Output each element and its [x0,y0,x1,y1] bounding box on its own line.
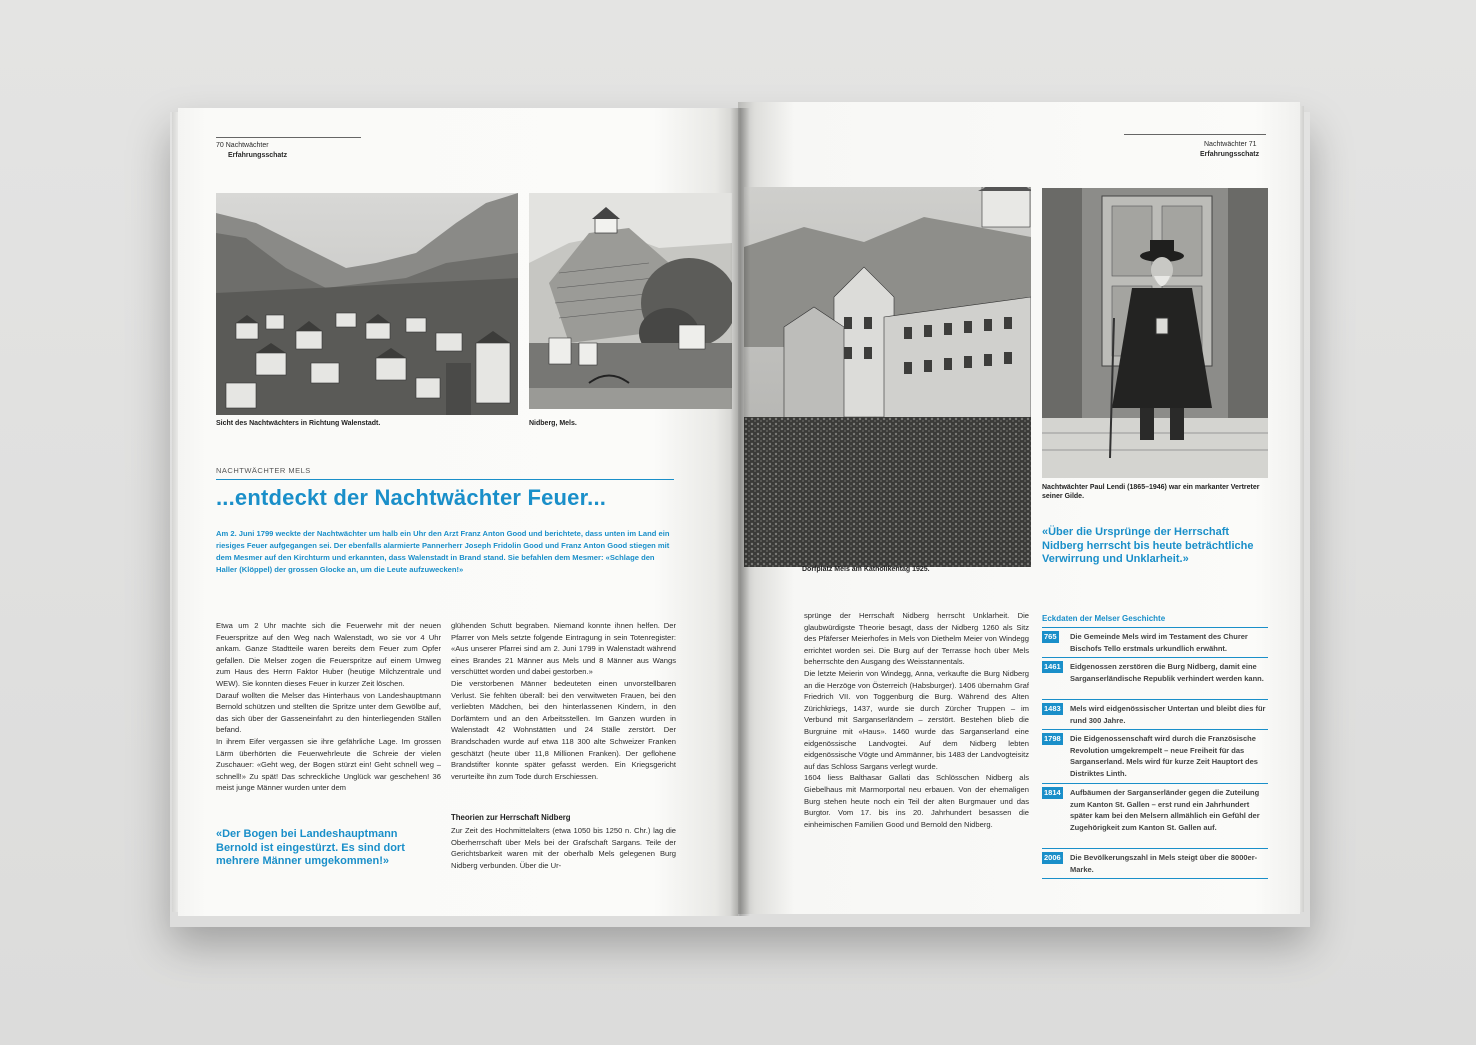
timeline-rule [1042,729,1268,730]
timeline-rule [1042,657,1268,658]
timeline-rule [1042,783,1268,784]
page-number: 70 [216,142,224,149]
timeline-rule [1042,699,1268,700]
timeline-box [1042,612,1268,882]
running-head [216,141,269,150]
running-head-subsection: Erfahrungsschatz [1200,151,1260,158]
timeline-year: 765 [1044,632,1057,641]
timeline-text: Eidgenossen zerstören die Burg Nidberg, damit eine Sarganserländische Republik verhindert werden kann. [1070,662,1264,683]
body-paragraph: Etwa um 2 Uhr machte sich die Feuerwehr mit der neuen Feuerspritze auf den Weg nach Walenstadt, wo sie vor 4 Uhr ankam. Ganze Stadtteile waren bereits dem Feuer zum Opfer gefallen. Die Melser zogen die Feuerspritze auf einem Umweg zum Haus des Herrn Faktor Huber (heutige Milchzentrale und WEW). Sie konnten dieses Feuer in kurzer Zeit löschen. [216,621,441,688]
pull-quote: «Über die Ursprünge der Herrschaft Nidberg herrscht bis heute beträchtliche Verwirrung und Unklarheit.» [1042,526,1254,565]
photo-dorfplatz-crowd [744,187,1031,567]
headline: ...entdeckt der Nachtwächter Feuer... [216,485,607,510]
body-column-right [804,610,1029,830]
right-page [738,102,1300,914]
timeline-year: 1814 [1044,788,1061,797]
timeline-title: Eckdaten der Melser Geschichte [1042,614,1166,623]
page-number: 71 [1248,141,1257,148]
timeline-text: Die Gemeinde Mels wird im Testament des Churer Bischofs Tello erstmals urkundlich erwähnt. [1070,632,1248,653]
timeline-rule [1042,878,1268,879]
photo-caption: Dorfplatz Mels am Katholikentag 1925. [802,566,930,573]
body-paragraph: Darauf wollten die Melser das Hinterhaus von Landeshauptmann Bernold schützen und stellten die Spritze unter dem Gewölbe auf, das sich über der Gasseneinfahrt zu den hinterliegenden Ställen befand. [216,690,441,735]
timeline-text: Mels wird eidgenössischer Untertan und bleibt dies für rund 300 Jahre. [1070,704,1266,725]
running-head-section: Nachtwächter [225,142,269,149]
spine-shadow [730,108,750,916]
timeline-year: 1483 [1044,704,1061,713]
running-head-rule [1124,134,1266,135]
body-paragraph: glühenden Schutt begraben. Niemand konnte ihnen helfen. Der Pfarrer von Mels setzte folgende Eintragung in sein Totenregister: «Aus unserer Pfarrei sind am 2. Juni 1799 in Walenstadt während eines Brandes 21 Männer aus Mels und 8 Männer aus Wangs verschüttet worden und dabei gestorben.» [451,621,676,677]
running-head-section: Nachtwächter [1204,141,1247,148]
timeline-rule [1042,848,1268,849]
subheading: Theorien zur Herrschaft Nidberg [451,813,571,822]
pull-quote: «Der Bogen bei Landeshauptmann Bernold ist eingestürzt. Es sind dort mehrere Männer umgekommen!» [216,828,405,867]
timeline-text: Aufbäumen der Sarganserländer gegen die Zuteilung zum Kanton St. Gallen – erst rund ein Jahrhundert später kam bei den Melsern allmählich ein Gefühl der Zugehörigkeit zum Kanton St. Gallen auf. [1070,788,1260,832]
photo-caption: Nachtwächter Paul Lendi (1865–1946) war ein markanter Vertreter seiner Gilde. [1042,484,1260,500]
photo-nidberg-drawing [529,193,732,409]
running-head-rule [216,137,361,138]
body-paragraph: In ihrem Eifer vergassen sie ihre gefährliche Lage. Im grossen Lärm überhörten die Feuerwehrleute die Schreie der vielen Zuschauer: «Geht weg, der Bogen stürzt ein! Geht schnell weg – schnell!» Zu spät! Das schreckliche Unglück war geschehen! 36 meist junge Männer wurden unter dem [216,736,441,793]
photo-caption: Nidberg, Mels. [529,420,577,427]
timeline-year: 2006 [1044,853,1061,862]
running-head-subsection: Erfahrungsschatz [228,152,288,159]
body-paragraph: Die letzte Meierin von Windegg, Anna, verkaufte die Burg Nidberg an die Herzöge von Österreich (Habsburger). 1406 übernahm Graf Friedrich VII. von Toggenburg die Burg. Während des Alten Zürichkriegs, 1437, wurde sie durch Zürcher Truppen – im Verbund mit Sarganserländern – zerstört. Bestehen blieb die Burgruine mit «Haus». 1460 wurde das Sarganserland eine eidgenössische Landvogtei. Auf dem Nidberg lebten eidgenössische Vögte und Ammänner, bis 1483 der Landvogteisitz auf das Schloss Sargans verlegt wurde. [804,668,1029,771]
timeline-year: 1798 [1044,734,1061,743]
photo-nachtwaechter-lendi [1042,188,1268,478]
body-column-2 [451,620,676,782]
body-paragraph: Die verstorbenen Männer bedeuteten einen unvorstellbaren Verlust. Sie fehlten überall: bei den verwitweten Frauen, bei den verliebten Mädchen, bei den hinterlassenen Kindern, in den Dorfämtern und an den Arbeitsstellen. Im Ganzen wurden in Walenstadt 42 Wohnstätten und 24 Ställe zerstört. Der Brandschaden wurde auf etwa 118 300 alte Schweizer Franken geschätzt (heute über 11,8 Millionen Franken). Der geflohene Brandstifter konnte später gefasst werden. Ein Kriegsgericht verurteilte ihn zum Tode durch Erschiessen. [451,678,676,781]
kicker: NACHTWÄCHTER MELS [216,466,311,475]
photo-walenstadt-view [216,193,518,415]
timeline-rule [1042,627,1268,628]
body-paragraph: 1604 liess Balthasar Gallati das Schlösschen Nidberg als Giebelhaus mit Marmorportal neu erbauen. Von der ehemaligen Burg stehen heute noch ein Teil der alten Burgmauer und das Burgtor. Vom 17. bis ins 20. Jahrhundert besassen die einheimischen Familien Good und Bernold den Nidberg. [804,773,1029,829]
body-column-1 [216,620,441,794]
body-paragraph: sprünge der Herrschaft Nidberg herrscht Unklarheit. Die glaubwürdigste Theorie besagt, dass der Nidberg 1260 als Sitz des Pfäferser Meierhofes in Mels von Diethelm Meier von Windegg errichtet worden sei. Die Burg auf der Terrasse hoch über Mels beherrschte den Ausgang des Weisstannentals. [804,611,1029,667]
headline-rule [216,479,674,480]
timeline-text: Die Bevölkerungszahl in Mels steigt über die 8000er-Marke. [1070,853,1258,874]
timeline-text: Die Eidgenossenschaft wird durch die Französische Revolution umgekrempelt – neue Freiheit für das Sarganserland. Mels wird für kurze Zeit Hauptort des Distriktes Linth. [1070,734,1258,778]
timeline-year: 1461 [1044,662,1061,671]
photo-caption: Sicht des Nachtwächters in Richtung Walenstadt. [216,420,381,427]
running-head [1204,140,1257,149]
lead-paragraph: Am 2. Juni 1799 weckte der Nachtwächter um halb ein Uhr den Arzt Franz Anton Good und berichtete, dass unten im Land ein riesiges Feuer aufgegangen sei. Der ebenfalls alarmierte Pannerherr Joseph Fridolin Good und Franz Anton Good stiegen mit dem Mesmer auf den Kirchturm und erkannten, dass Walenstadt in Brand stand. Sie befahlen dem Mesmer: «Schlage den Haller (Klöppel) der grossen Glocke an, um die Leute aufzuwecken!» [216,529,670,574]
left-page [178,108,738,916]
body-column-2-continued: Zur Zeit des Hochmittelalters (etwa 1050 bis 1250 n. Chr.) lag die Oberherrschaft über Mels bei der Grafschaft Sargans. Teile der Gerichtsbarkeit waren mit der oberhalb Mels gelegenen Burg Nidberg verbunden. Über die Ur- [451,826,676,870]
